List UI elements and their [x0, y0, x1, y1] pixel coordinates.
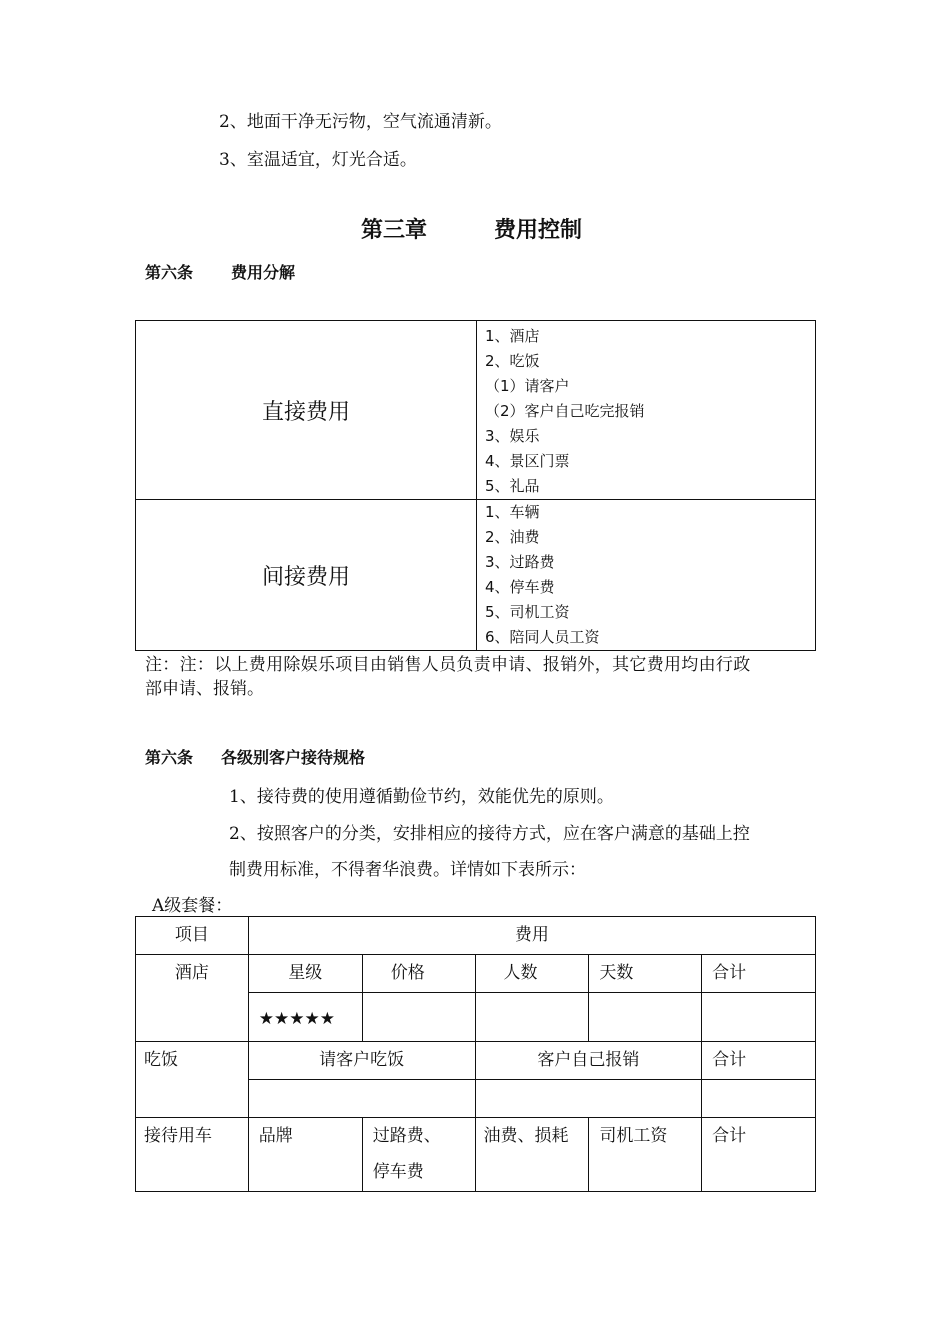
hotel-stars: ★★★★★ — [248, 993, 362, 1042]
note-line-1: 注：注：以上费用除娱乐项目由销售人员负责申请、报销外，其它费用均由行政 — [145, 655, 751, 675]
hotel-people-header: 人数 — [475, 955, 589, 993]
list-item: 2、吃饭 — [485, 352, 540, 370]
hotel-total-cell — [702, 993, 816, 1042]
list-item: 1、酒店 — [485, 327, 540, 345]
list-item: （2）客户自己吃完报销 — [485, 402, 645, 420]
article2-title: 各级别客户接待规格 — [221, 748, 366, 767]
package-label: A级套餐： — [152, 896, 233, 916]
meal-host-header: 请客户吃饭 — [248, 1042, 475, 1080]
direct-cost-label: 直接费用 — [136, 321, 477, 500]
meal-label: 吃饭 — [136, 1042, 249, 1118]
meal-self-cell — [475, 1080, 702, 1118]
indirect-cost-items — [477, 500, 816, 651]
hotel-days-cell — [589, 993, 702, 1042]
list-item: 4、景区门票 — [485, 452, 570, 470]
car-driver-header: 司机工资 — [589, 1118, 702, 1192]
intro-line-3: 3、室温适宜，灯光合适。 — [219, 150, 417, 170]
cost-breakdown-table — [135, 320, 816, 651]
list-item: 4、停车费 — [485, 578, 555, 596]
car-fuel-header: 油费、损耗 — [475, 1118, 589, 1192]
car-total-header: 合计 — [702, 1118, 816, 1192]
list-item: （1）请客户 — [485, 377, 570, 395]
note-line-2: 部申请、报销。 — [145, 679, 264, 699]
list-item: 3、过路费 — [485, 553, 555, 571]
hotel-star-header: 星级 — [248, 955, 362, 993]
list-item: 2、油费 — [485, 528, 540, 546]
hotel-label: 酒店 — [136, 955, 249, 1042]
cost-header: 费用 — [248, 917, 815, 955]
package-table — [135, 916, 816, 1192]
car-label: 接待用车 — [136, 1118, 249, 1192]
hotel-price-header: 价格 — [362, 955, 475, 993]
chapter-number: 第三章 — [361, 218, 428, 243]
meal-host-cell — [248, 1080, 475, 1118]
list-item: 1、车辆 — [485, 503, 540, 521]
list-item: 5、礼品 — [485, 477, 540, 495]
article2-line-1: 1、接待费的使用遵循勤俭节约，效能优先的原则。 — [229, 787, 614, 807]
hotel-price-cell — [362, 993, 475, 1042]
list-item: 6、陪同人员工资 — [485, 628, 600, 646]
article2-number: 第六条 — [145, 748, 194, 767]
car-toll-parking-header — [362, 1118, 475, 1192]
indirect-cost-label: 间接费用 — [136, 500, 477, 651]
meal-self-header: 客户自己报销 — [475, 1042, 702, 1080]
hotel-people-cell — [475, 993, 589, 1042]
article2-line-3: 制费用标准，不得奢华浪费。详情如下表所示： — [229, 860, 586, 880]
hotel-days-header: 天数 — [589, 955, 702, 993]
item-header: 项目 — [136, 917, 249, 955]
meal-total-header: 合计 — [702, 1042, 816, 1080]
chapter-title: 费用控制 — [494, 218, 583, 243]
hotel-total-header: 合计 — [702, 955, 816, 993]
intro-line-2: 2、地面干净无污物，空气流通清新。 — [219, 112, 502, 132]
car-brand-header: 品牌 — [248, 1118, 362, 1192]
article-number: 第六条 — [145, 263, 194, 282]
direct-cost-items — [477, 321, 816, 500]
list-item: 3、娱乐 — [485, 427, 540, 445]
car-parking-text: 停车费 — [372, 1162, 424, 1182]
article-title: 费用分解 — [231, 263, 296, 282]
list-item: 5、司机工资 — [485, 603, 570, 621]
meal-total-cell — [702, 1080, 816, 1118]
car-toll-text: 过路费、 — [372, 1126, 441, 1146]
article2-line-2: 2、按照客户的分类，安排相应的接待方式，应在客户满意的基础上控 — [229, 824, 750, 844]
